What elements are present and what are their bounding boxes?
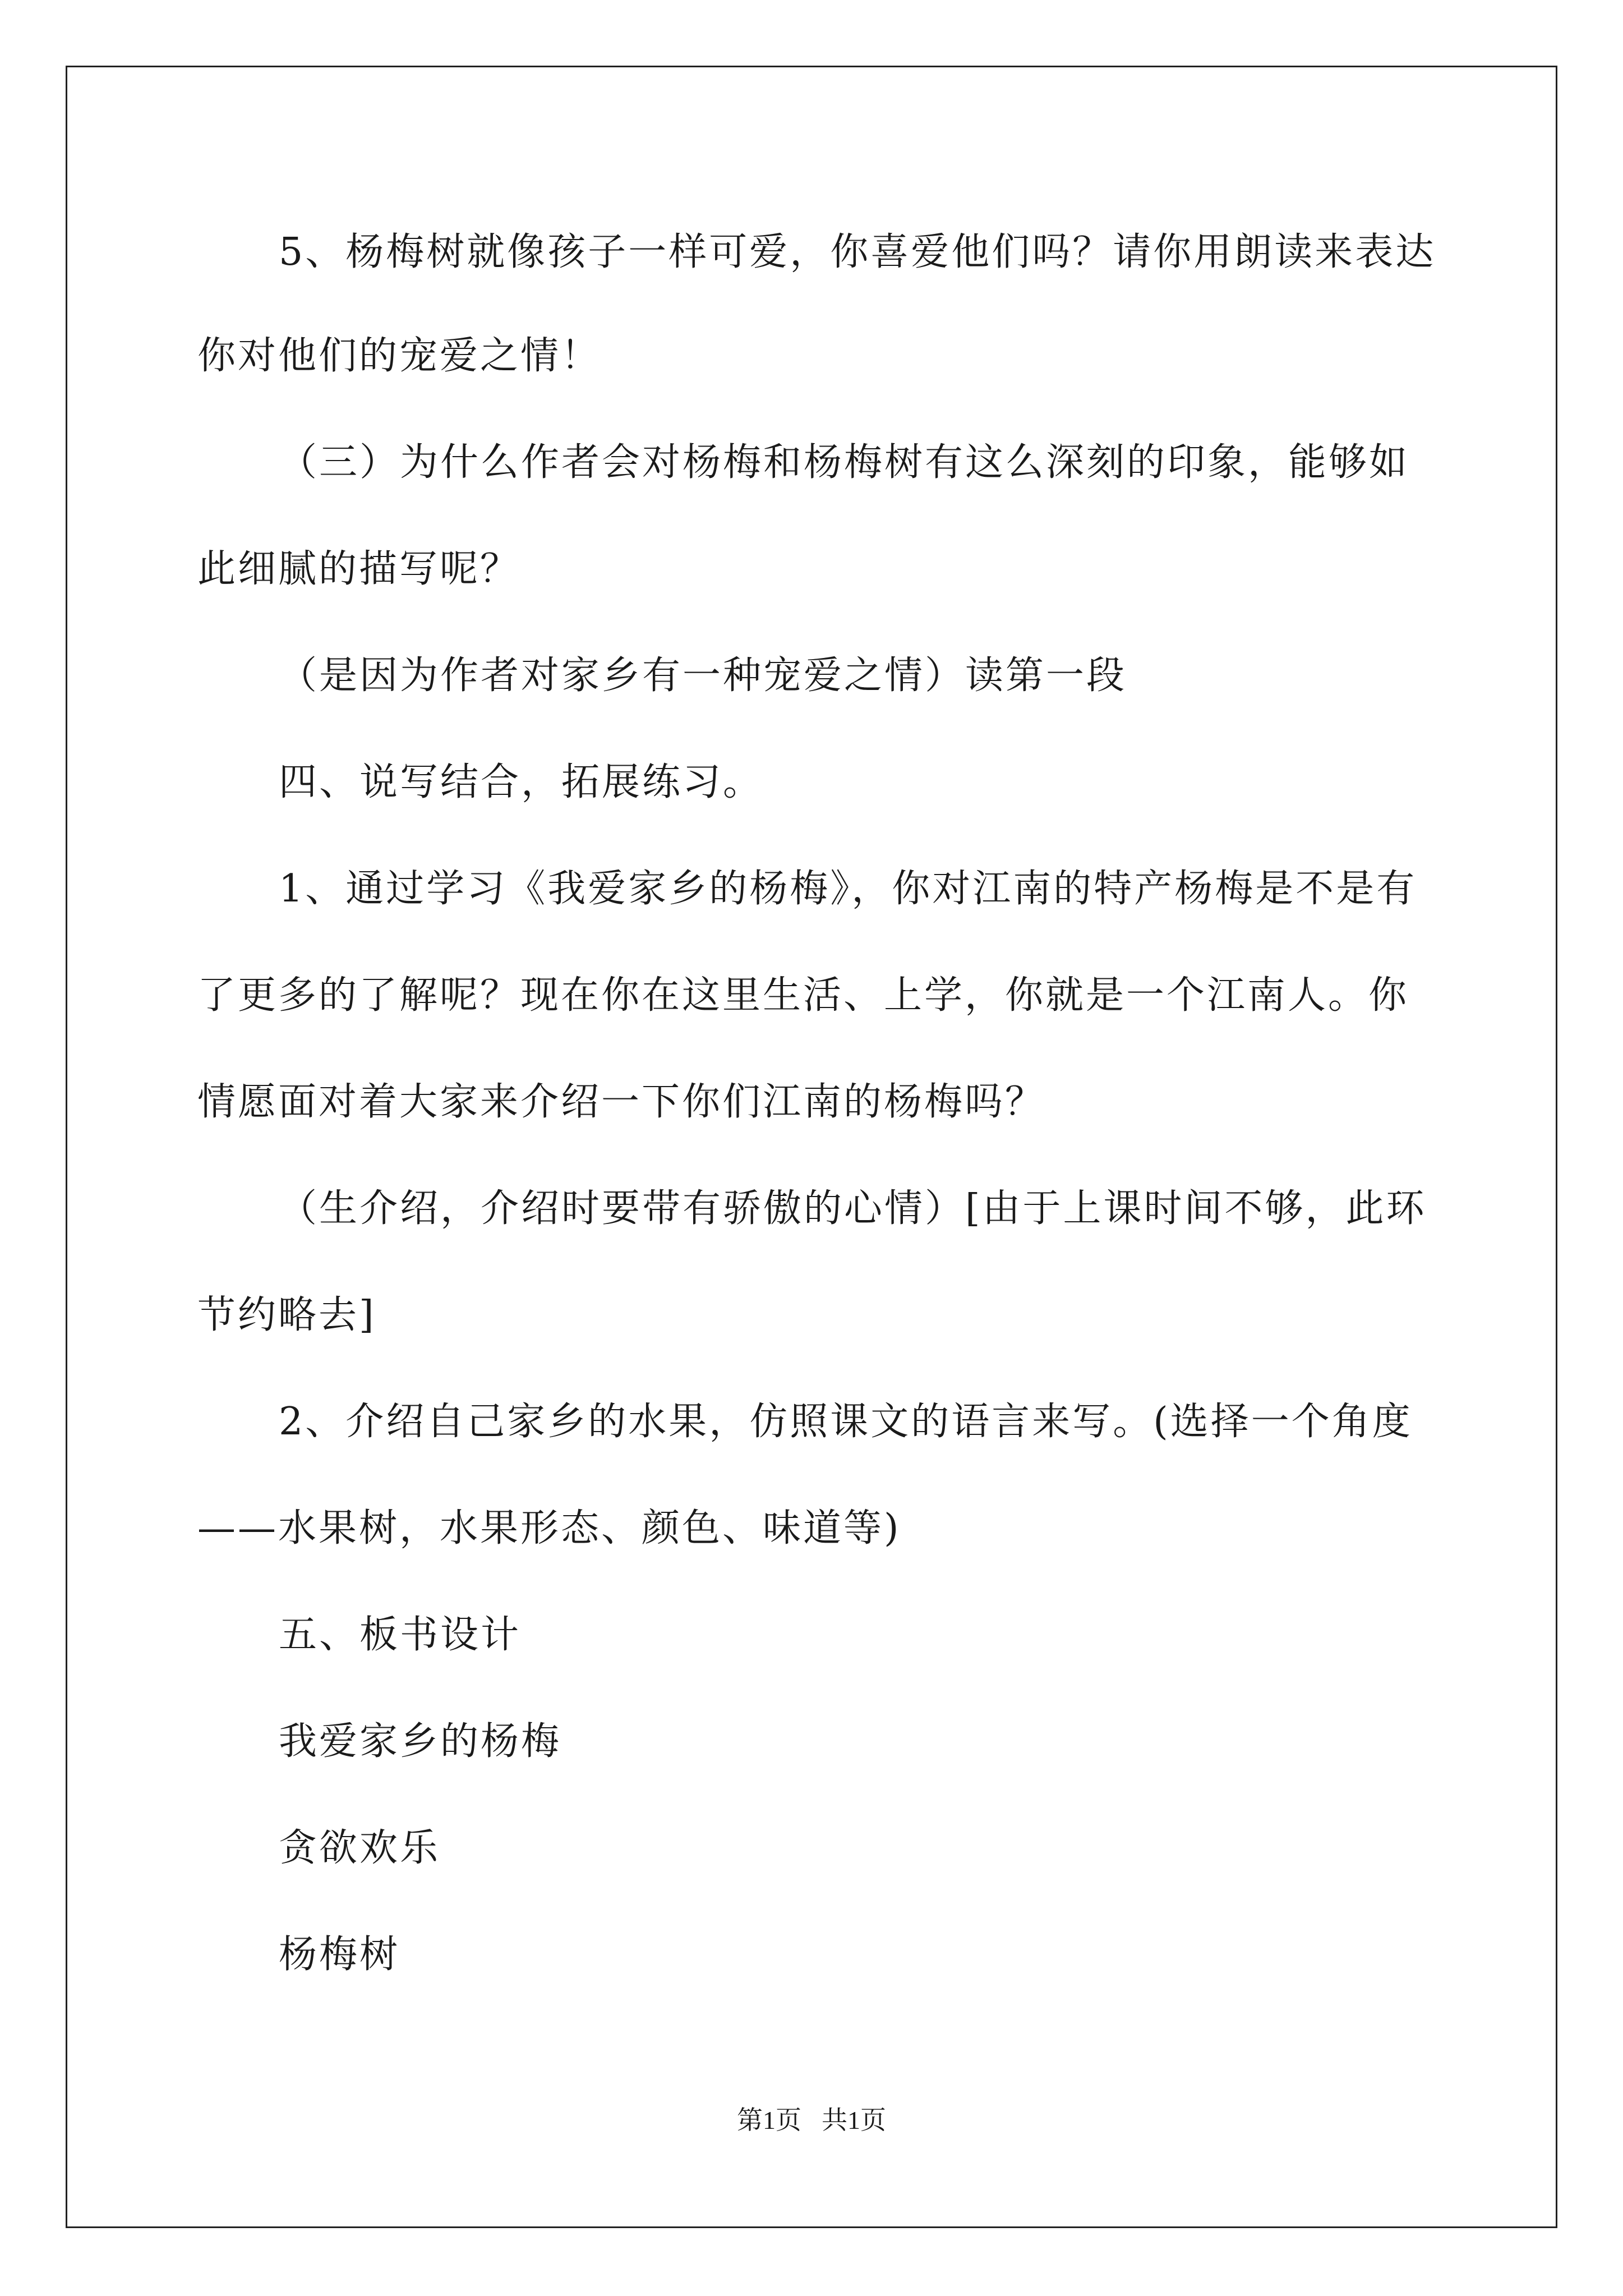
paragraph-line: （三）为什么作者会对杨梅和杨梅树有这么深刻的印象，能够如 xyxy=(279,440,1410,485)
paragraph-line: （是因为作者对家乡有一种宠爱之情）读第一段 xyxy=(279,654,1127,698)
section-heading: 四、说写结合，拓展练习。 xyxy=(279,760,764,804)
page-border xyxy=(66,66,1557,2228)
paragraph-line: （生介绍，介绍时要带有骄傲的心情）[由于上课时间不够，此环 xyxy=(279,1186,1427,1231)
board-line: 贪欲欢乐 xyxy=(279,1826,441,1870)
board-line: 我爱家乡的杨梅 xyxy=(279,1719,562,1764)
page-number-total: 共1页 xyxy=(822,2106,886,2134)
paragraph-line: 节约略去] xyxy=(197,1293,376,1337)
board-line: 杨梅树 xyxy=(279,1932,400,1977)
paragraph-line: 1、通过学习《我爱家乡的杨梅》，你对江南的特产杨梅是不是有 xyxy=(279,867,1417,911)
paragraph-line: 了更多的了解呢？现在你在这里生活、上学，你就是一个江南人。你 xyxy=(197,973,1409,1018)
section-heading: 五、板书设计 xyxy=(279,1613,522,1657)
page-footer xyxy=(0,2104,1623,2137)
paragraph-line: 此细腻的描写呢？ xyxy=(197,547,521,591)
paragraph-line: 情愿面对着大家来介绍一下你们江南的杨梅吗？ xyxy=(197,1080,1046,1124)
paragraph-line: 5、杨梅树就像孩子一样可爱，你喜爱他们吗？请你用朗读来表达 xyxy=(279,230,1436,274)
paragraph-line: 你对他们的宠爱之情！ xyxy=(197,334,602,378)
page-number-current: 第1页 xyxy=(737,2106,801,2134)
paragraph-line: ——水果树，水果形态、颜色、味道等) xyxy=(197,1506,901,1550)
paragraph-line: 2、介绍自己家乡的水果，仿照课文的语言来写。(选择一个角度 xyxy=(279,1400,1413,1444)
